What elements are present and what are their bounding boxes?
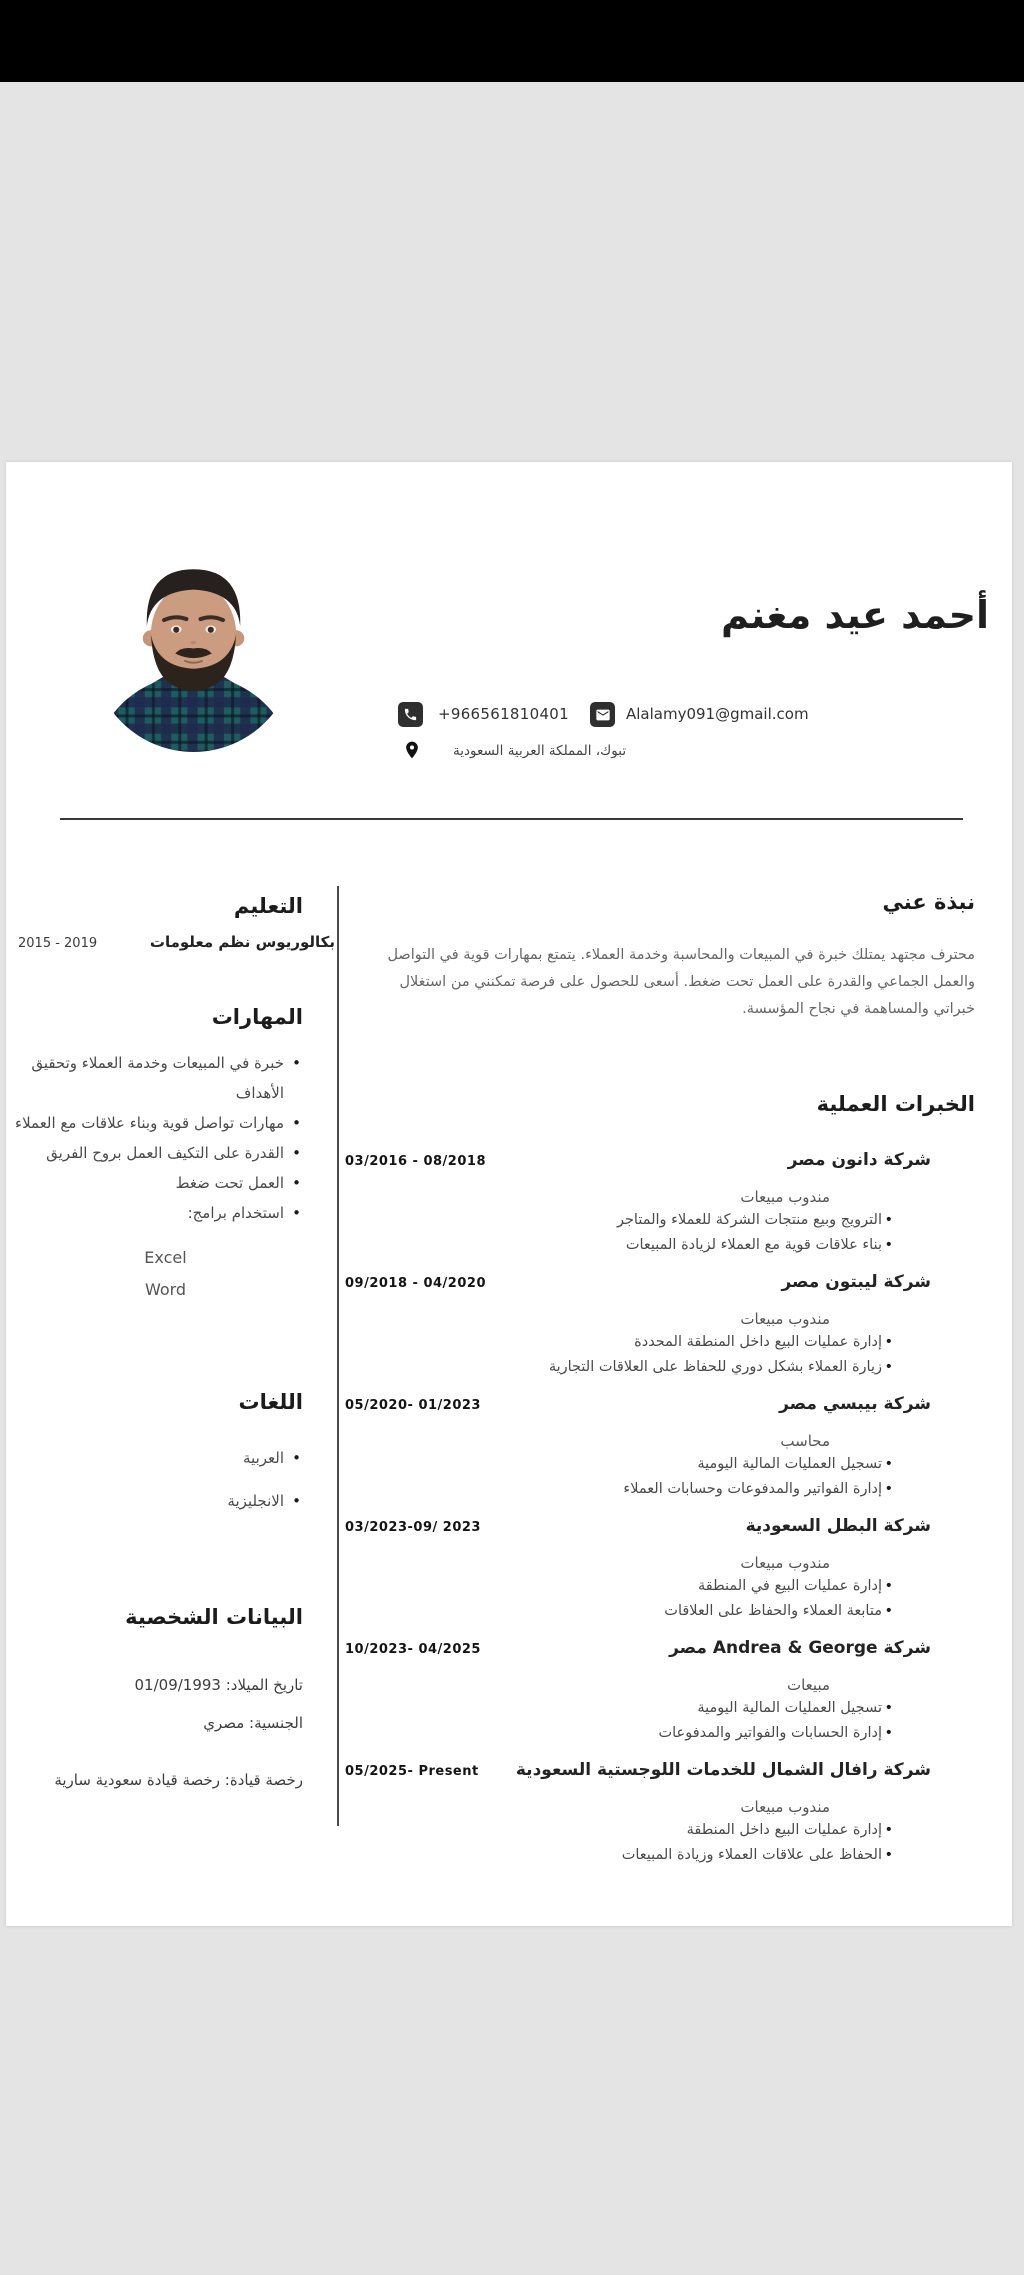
job-dates: 03/2023-09/ 2023 xyxy=(345,1520,481,1535)
personal-data-section xyxy=(14,1603,337,1790)
profile-photo-illustration xyxy=(92,549,295,752)
languages-section xyxy=(14,1388,337,1511)
experience-entry xyxy=(345,1269,931,1380)
job-bullet: • إدارة عمليات البيع داخل المنطقة المحددة xyxy=(345,1330,931,1355)
company-name: شركة بيبسي مصر xyxy=(779,1394,931,1414)
experience-entry xyxy=(345,1635,931,1746)
education-section xyxy=(14,892,337,951)
personal-data-title: البيانات الشخصية xyxy=(125,1605,303,1629)
job-dates: 05/2020- 01/2023 xyxy=(345,1398,481,1413)
job-role: محاسب xyxy=(780,1432,830,1450)
job-dates: 10/2023- 04/2025 xyxy=(345,1642,481,1657)
job-bullet: • إدارة عمليات البيع في المنطقة xyxy=(345,1574,931,1599)
languages-title: اللغات xyxy=(238,1390,303,1414)
job-dates: 09/2018 - 04/2020 xyxy=(345,1276,486,1291)
email-address: Alalamy091@gmail.com xyxy=(626,705,809,723)
education-entry xyxy=(14,933,337,951)
skill-item: • العمل تحت ضغط xyxy=(14,1168,301,1198)
software-tools xyxy=(14,1242,337,1306)
top-black-bar xyxy=(0,0,1024,82)
experience-entry xyxy=(345,1757,931,1868)
job-bullet: • تسجيل العمليات المالية اليومية xyxy=(345,1452,931,1477)
header-divider xyxy=(60,818,963,820)
experience-entry xyxy=(345,1147,931,1258)
location-text: تبوك، المملكة العربية السعودية xyxy=(453,743,627,759)
skills-section xyxy=(14,1003,337,1306)
job-role: مبيعات xyxy=(786,1676,830,1694)
candidate-name: أحمد عيد مغنم xyxy=(720,593,989,637)
skills-title: المهارات xyxy=(211,1005,303,1029)
education-dates: 2015 - 2019 xyxy=(18,936,98,951)
company-name: شركة البطل السعودية xyxy=(745,1516,931,1536)
job-bullet: • بناء علاقات قوية مع العملاء لزيادة المبيعات xyxy=(345,1233,931,1258)
job-role: مندوب مبيعات xyxy=(740,1310,830,1328)
job-role: مندوب مبيعات xyxy=(740,1798,830,1816)
job-bullet: • زيارة العملاء بشكل دوري للحفاظ على العلاقات التجارية xyxy=(345,1355,931,1380)
job-role: مندوب مبيعات xyxy=(740,1554,830,1572)
tool-item: Excel xyxy=(144,1248,187,1267)
experience-list xyxy=(345,1147,931,1879)
nationality-row: الجنسية: مصري xyxy=(203,1714,303,1732)
job-bullet: • الحفاظ على علاقات العملاء وزيادة المبيعات xyxy=(345,1843,931,1868)
about-text: محترف مجتهد يمتلك خبرة في المبيعات والمحاسبة وخدمة العملاء. يتمتع بمهارات قوية في التواصل والعمل الجماعي والقدرة على العمل تحت ضغط. أسعى للحصول على فرصة تمكنني من استغلال خبراتي والمساهمة في نجاح المؤسسة. xyxy=(387,947,975,1017)
job-bullet: • إدارة الحسابات والفواتير والمدفوعات xyxy=(345,1721,931,1746)
languages-list xyxy=(14,1448,337,1511)
experience-entry xyxy=(345,1513,931,1624)
column-divider xyxy=(337,886,339,1826)
skills-list xyxy=(14,1048,337,1228)
email-icon xyxy=(590,702,615,727)
company-name: شركة ليبتون مصر xyxy=(781,1272,931,1292)
company-name: شركة Andrea & George مصر xyxy=(669,1638,931,1658)
profile-photo xyxy=(92,549,295,752)
cv-document-page xyxy=(6,462,1012,1926)
skill-item: • مهارات تواصل قوية وبناء علاقات مع العملاء xyxy=(14,1108,301,1138)
phone-icon xyxy=(398,702,423,727)
company-name: شركة رافال الشمال للخدمات اللوجستية السعودية xyxy=(515,1760,931,1780)
experience-entry xyxy=(345,1391,931,1502)
education-degree: بكالوريوس نظم معلومات xyxy=(149,933,335,951)
location-icon xyxy=(402,736,422,764)
education-title: التعليم xyxy=(233,894,303,918)
job-bullet: • متابعة العملاء والحفاظ على العلاقات xyxy=(345,1599,931,1624)
language-item: • الانجليزية xyxy=(14,1491,301,1511)
company-name: شركة دانون مصر xyxy=(787,1150,931,1170)
birth-date-row: تاريخ الميلاد: 01/09/1993 xyxy=(134,1676,303,1694)
skill-item: • القدرة على التكيف العمل بروح الفريق xyxy=(14,1138,301,1168)
job-bullet: • إدارة الفواتير والمدفوعات وحسابات العملاء xyxy=(345,1477,931,1502)
skill-item: • استخدام برامج: xyxy=(14,1198,301,1228)
driving-license-row: رخصة قيادة: رخصة قيادة سعودية سارية xyxy=(54,1771,303,1789)
job-dates: 05/2025- Present xyxy=(345,1764,479,1779)
job-bullet: • الترويج وبيع منتجات الشركة للعملاء والمتاجر xyxy=(345,1208,931,1233)
job-dates: 03/2016 - 08/2018 xyxy=(345,1154,486,1169)
about-title: نبذة عني xyxy=(882,890,975,914)
phone-number: +966561810401 xyxy=(438,705,569,723)
job-bullet: • تسجيل العمليات المالية اليومية xyxy=(345,1696,931,1721)
about-section xyxy=(375,888,975,1023)
tool-item: Word xyxy=(144,1280,187,1299)
experience-title: الخبرات العملية xyxy=(816,1092,975,1116)
skill-item: • خبرة في المبيعات وخدمة العملاء وتحقيق الأهداف xyxy=(14,1048,301,1108)
job-bullet: • إدارة عمليات البيع داخل المنطقة xyxy=(345,1818,931,1843)
job-role: مندوب مبيعات xyxy=(740,1188,830,1206)
language-item: • العربية xyxy=(14,1448,301,1468)
